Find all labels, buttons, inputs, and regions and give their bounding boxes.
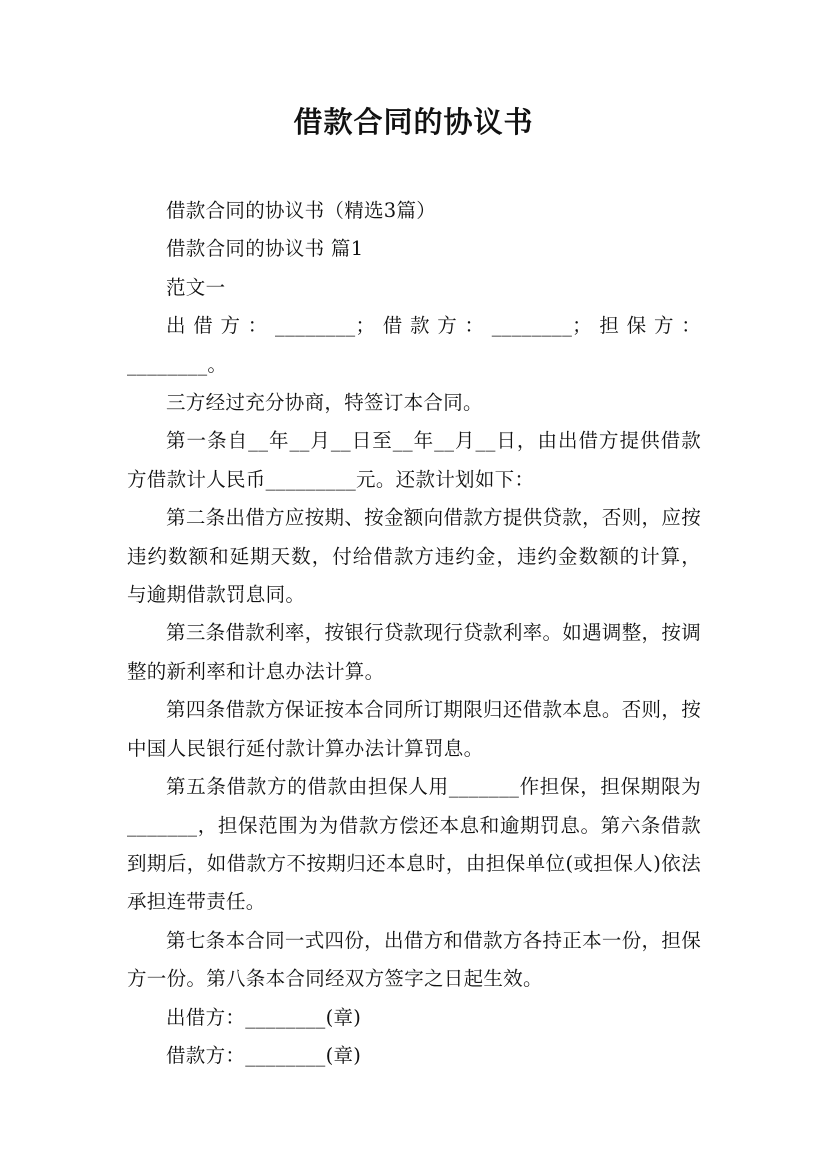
paragraph-section-heading: 借款合同的协议书 篇1: [166, 237, 364, 261]
signature-lender: 出借方：________(章): [166, 1005, 362, 1029]
document-body: [127, 192, 701, 1075]
document-title: 借款合同的协议书: [293, 105, 534, 139]
paragraph-article-4: 第四条借款方保证按本合同所订期限归还借款本息。否则，按中国人民银行延付款计算办法计算罚息。: [127, 698, 701, 760]
paragraph-article-2: 第二条出借方应按期、按金额向借款方提供贷款，否则，应按违约数额和延期天数，付给借款方违约金，违约金数额的计算，与逾期借款罚息同。: [127, 506, 701, 607]
signature-borrower: 借款方：________(章): [166, 1043, 362, 1067]
paragraph-article-3: 第三条借款利率，按银行贷款现行贷款利率。如遇调整，按调整的新利率和计息办法计算。: [127, 621, 701, 683]
paragraph-agreement-intro: 三方经过充分协商，特签订本合同。: [166, 391, 483, 415]
paragraph-article-5-6: 第五条借款方的借款由担保人用_______作担保，担保期限为_______，担保范围为为借款方偿还本息和逾期罚息。第六条借款到期后，如借款方不按期归还本息时，由担保单位(或担保人)依法承担连带责任。: [127, 775, 701, 914]
paragraph-parties: 出借方：________；借款方：________；担保方：________。: [127, 314, 701, 376]
paragraph-article-7-8: 第七条本合同一式四份，出借方和借款方各持正本一份，担保方一份。第八条本合同经双方签字之日起生效。: [127, 928, 701, 991]
paragraph-subtitle: 借款合同的协议书（精选3篇）: [166, 199, 437, 222]
paragraph-article-1: 第一条自__年__月__日至__年__月__日，由出借方提供借款方借款计人民币_________元。还款计划如下：: [127, 429, 701, 491]
paragraph-sample-label: 范文一: [166, 275, 226, 299]
